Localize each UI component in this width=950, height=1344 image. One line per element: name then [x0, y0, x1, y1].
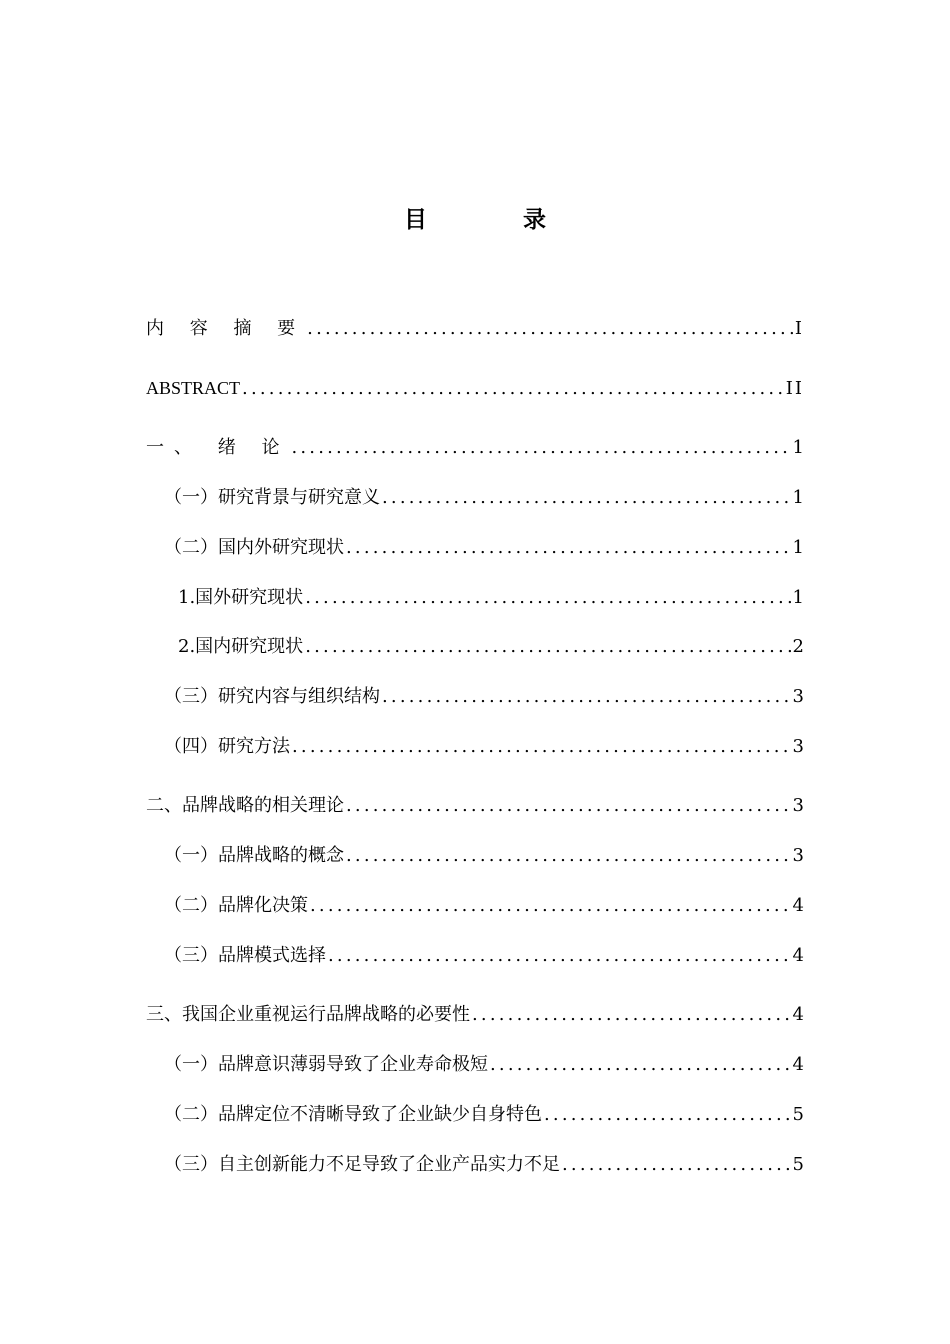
toc-entry-label: （一）品牌意识薄弱导致了企业寿命极短	[164, 1054, 488, 1075]
toc-page-number: 3	[792, 795, 804, 816]
toc-entry-chapter-2[interactable]	[146, 793, 804, 819]
toc-entry-label: （三）品牌模式选择	[164, 945, 326, 966]
toc-page-number: 3	[792, 845, 804, 866]
toc-leader-dots	[346, 843, 791, 869]
toc-entry-1-2-2[interactable]	[178, 634, 804, 660]
toc-page-number: 3	[792, 686, 804, 707]
toc-page-number: II	[785, 378, 804, 399]
toc-entry-label: 二、品牌战略的相关理论	[146, 795, 344, 816]
toc-entry-1-2[interactable]	[164, 535, 804, 561]
toc-page-number: 5	[792, 1154, 804, 1175]
toc-page-number: 2	[792, 636, 804, 657]
toc-page-number: 4	[792, 1054, 804, 1075]
toc-page-number: 4	[792, 895, 804, 916]
toc-entry-3-1[interactable]	[164, 1052, 804, 1078]
toc-leader-dots	[382, 684, 791, 710]
toc-entry-1-4[interactable]	[164, 734, 804, 760]
toc-entry-label: 2.国内研究现状	[178, 636, 304, 657]
toc-leader-dots	[305, 585, 790, 611]
toc-leader-dots	[291, 435, 790, 461]
toc-page-number: 1	[792, 437, 804, 458]
toc-entry-abstract-cn[interactable]	[146, 316, 804, 342]
toc-entry-2-1[interactable]	[164, 843, 804, 869]
toc-leader-dots	[310, 893, 791, 919]
toc-leader-dots	[346, 793, 791, 819]
toc-leader-dots	[472, 1002, 791, 1028]
toc-leader-dots	[328, 943, 791, 969]
toc-title: 目 录	[403, 207, 590, 233]
toc-leader-dots	[544, 1102, 791, 1128]
toc-leader-dots	[562, 1152, 791, 1178]
toc-leader-dots	[307, 316, 793, 342]
toc-entry-3-2[interactable]	[164, 1102, 804, 1128]
toc-page-number: 4	[792, 945, 804, 966]
toc-leader-dots	[305, 634, 790, 660]
toc-entry-1-1[interactable]	[164, 485, 804, 511]
toc-entry-label: （三）研究内容与组织结构	[164, 686, 380, 707]
toc-page-number: 1	[792, 537, 804, 558]
toc-entry-3-3[interactable]	[164, 1152, 804, 1178]
toc-entry-1-3[interactable]	[164, 684, 804, 710]
toc-entry-label: 一、 绪 论	[146, 437, 290, 458]
toc-entry-1-2-1[interactable]	[178, 585, 804, 611]
toc-entry-abstract-en[interactable]	[146, 375, 804, 402]
toc-entry-2-3[interactable]	[164, 943, 804, 969]
toc-entry-label: （二）国内外研究现状	[164, 537, 344, 558]
toc-entry-chapter-1[interactable]	[146, 435, 804, 461]
toc-page-number: 4	[792, 1004, 804, 1025]
toc-leader-dots	[382, 485, 791, 511]
toc-entry-label: ABSTRACT	[146, 378, 241, 398]
toc-page-number: 5	[792, 1104, 804, 1125]
toc-leader-dots	[490, 1052, 791, 1078]
toc-leader-dots	[292, 734, 791, 760]
toc-page-number: 1	[792, 587, 804, 608]
toc-entry-2-2[interactable]	[164, 893, 804, 919]
toc-entry-label: （二）品牌化决策	[164, 895, 308, 916]
toc-page-number: 3	[792, 736, 804, 757]
toc-entry-label: （一）研究背景与研究意义	[164, 487, 380, 508]
toc-entry-chapter-3[interactable]	[146, 1002, 804, 1028]
toc-entry-label: 三、我国企业重视运行品牌战略的必要性	[146, 1004, 470, 1025]
toc-entry-label: （四）研究方法	[164, 736, 290, 757]
toc-entry-label: （三）自主创新能力不足导致了企业产品实力不足	[164, 1154, 560, 1175]
toc-entry-label: （一）品牌战略的概念	[164, 845, 344, 866]
toc-page-number: 1	[792, 487, 804, 508]
toc-entry-label: 1.国外研究现状	[178, 587, 304, 608]
toc-entry-label: 内 容 摘 要	[146, 318, 306, 339]
toc-page-number: I	[794, 318, 804, 339]
toc-leader-dots	[242, 376, 784, 402]
toc-entry-label: （二）品牌定位不清晰导致了企业缺少自身特色	[164, 1104, 542, 1125]
toc-leader-dots	[346, 535, 791, 561]
